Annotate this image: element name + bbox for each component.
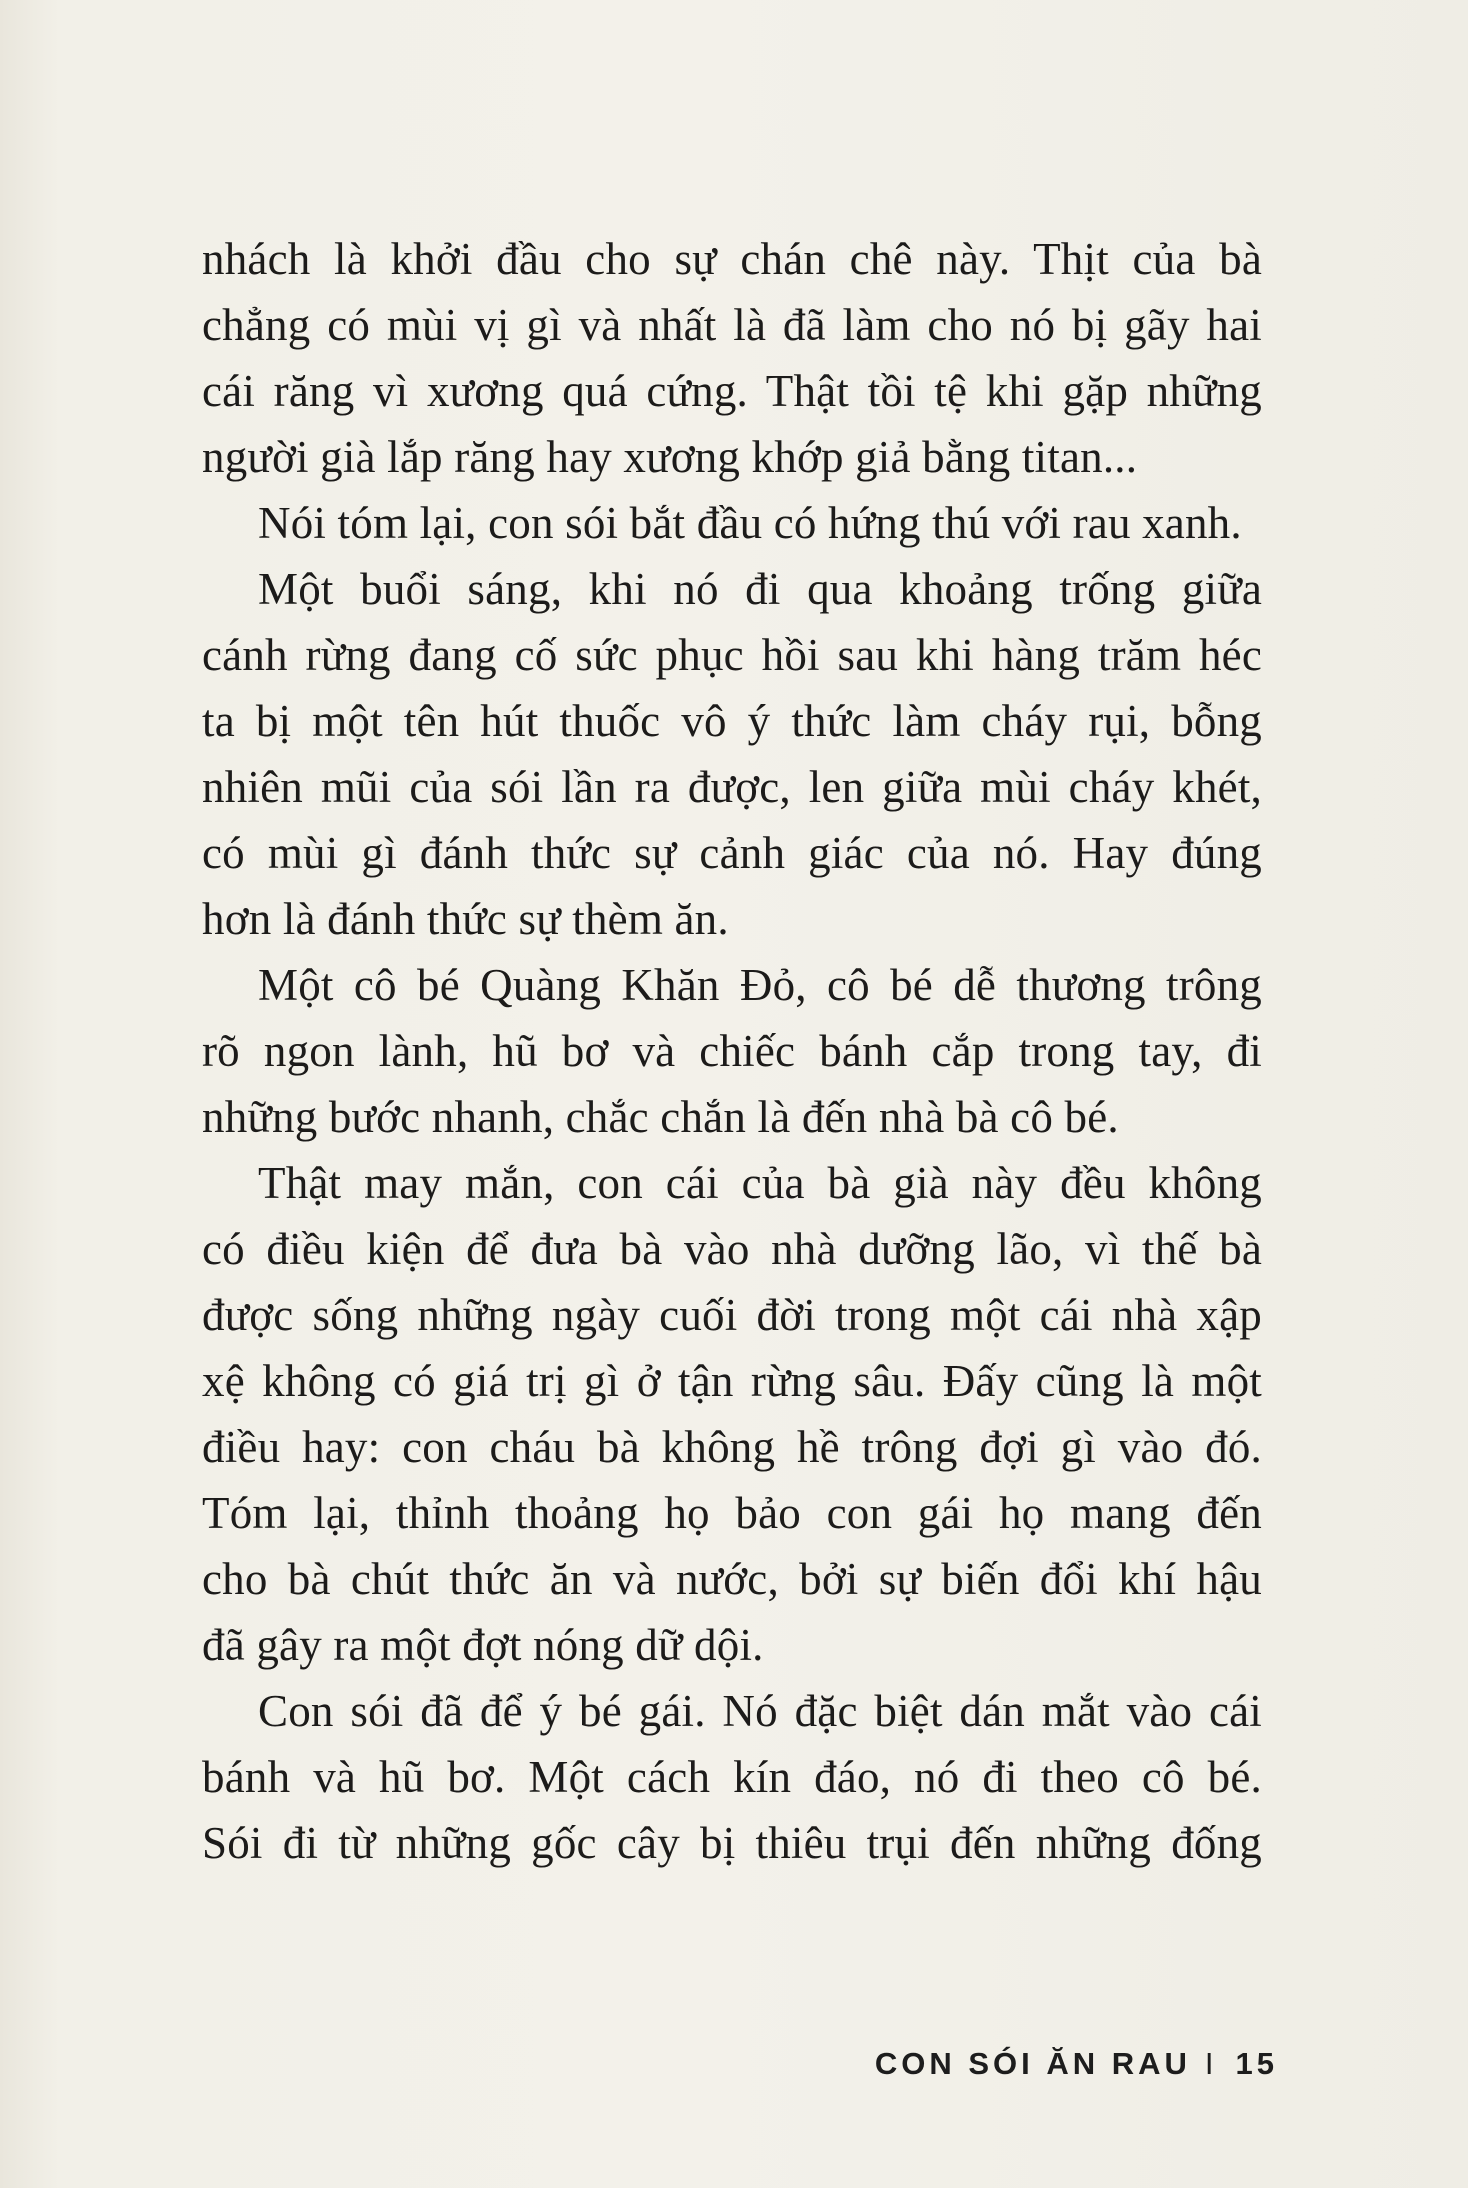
text-line: bánh và hũ bơ. Một cách kín đáo, nó đi theo cô bé. bbox=[202, 1752, 1262, 1802]
paragraph-start-line: Một buổi sáng, khi nó đi qua khoảng trống giữa bbox=[258, 564, 1262, 614]
text-line: chẳng có mùi vị gì và nhất là đã làm cho nó bị gãy hai bbox=[202, 300, 1262, 350]
paragraph-start-line: Thật may mắn, con cái của bà già này đều không bbox=[258, 1158, 1262, 1208]
text-line: cánh rừng đang cố sức phục hồi sau khi hàng trăm héc bbox=[202, 630, 1262, 680]
paragraph-start-line: Nói tóm lại, con sói bắt đầu có hứng thú với rau xanh. bbox=[258, 498, 1242, 548]
text-line: ta bị một tên hút thuốc vô ý thức làm cháy rụi, bỗng bbox=[202, 696, 1262, 746]
page-number: 15 bbox=[1235, 2046, 1278, 2081]
paragraph-start-line: Con sói đã để ý bé gái. Nó đặc biệt dán mắt vào cái bbox=[258, 1686, 1262, 1736]
text-line: hơn là đánh thức sự thèm ăn. bbox=[202, 894, 729, 944]
footer-separator: I bbox=[1204, 2046, 1218, 2081]
text-line: rõ ngon lành, hũ bơ và chiếc bánh cắp trong tay, đi bbox=[202, 1026, 1262, 1076]
text-line: xệ không có giá trị gì ở tận rừng sâu. Đấy cũng là một bbox=[202, 1356, 1262, 1406]
text-line: cái răng vì xương quá cứng. Thật tồi tệ khi gặp những bbox=[202, 366, 1262, 416]
text-line: đã gây ra một đợt nóng dữ dội. bbox=[202, 1620, 764, 1670]
text-line: nhách là khởi đầu cho sự chán chê này. Thịt của bà bbox=[202, 234, 1262, 284]
text-line: điều hay: con cháu bà không hề trông đợi gì vào đó. bbox=[202, 1422, 1262, 1472]
running-title: CON SÓI ĂN RAU bbox=[874, 2046, 1191, 2081]
text-line: Sói đi từ những gốc cây bị thiêu trụi đến những đống bbox=[202, 1818, 1262, 1868]
page-footer bbox=[875, 2046, 1278, 2082]
text-line: cho bà chút thức ăn và nước, bởi sự biến đổi khí hậu bbox=[202, 1554, 1262, 1604]
text-line: những bước nhanh, chắc chắn là đến nhà bà cô bé. bbox=[202, 1092, 1119, 1142]
text-line: Tóm lại, thỉnh thoảng họ bảo con gái họ mang đến bbox=[202, 1488, 1262, 1538]
text-line: có mùi gì đánh thức sự cảnh giác của nó. Hay đúng bbox=[202, 828, 1262, 878]
body-text bbox=[202, 226, 1262, 1876]
text-line: có điều kiện để đưa bà vào nhà dưỡng lão, vì thế bà bbox=[202, 1224, 1262, 1274]
text-line: nhiên mũi của sói lần ra được, len giữa mùi cháy khét, bbox=[202, 762, 1262, 812]
paragraph-start-line: Một cô bé Quàng Khăn Đỏ, cô bé dễ thương trông bbox=[258, 960, 1262, 1010]
text-line: người già lắp răng hay xương khớp giả bằng titan... bbox=[202, 432, 1138, 482]
text-line: được sống những ngày cuối đời trong một cái nhà xập bbox=[202, 1290, 1262, 1340]
